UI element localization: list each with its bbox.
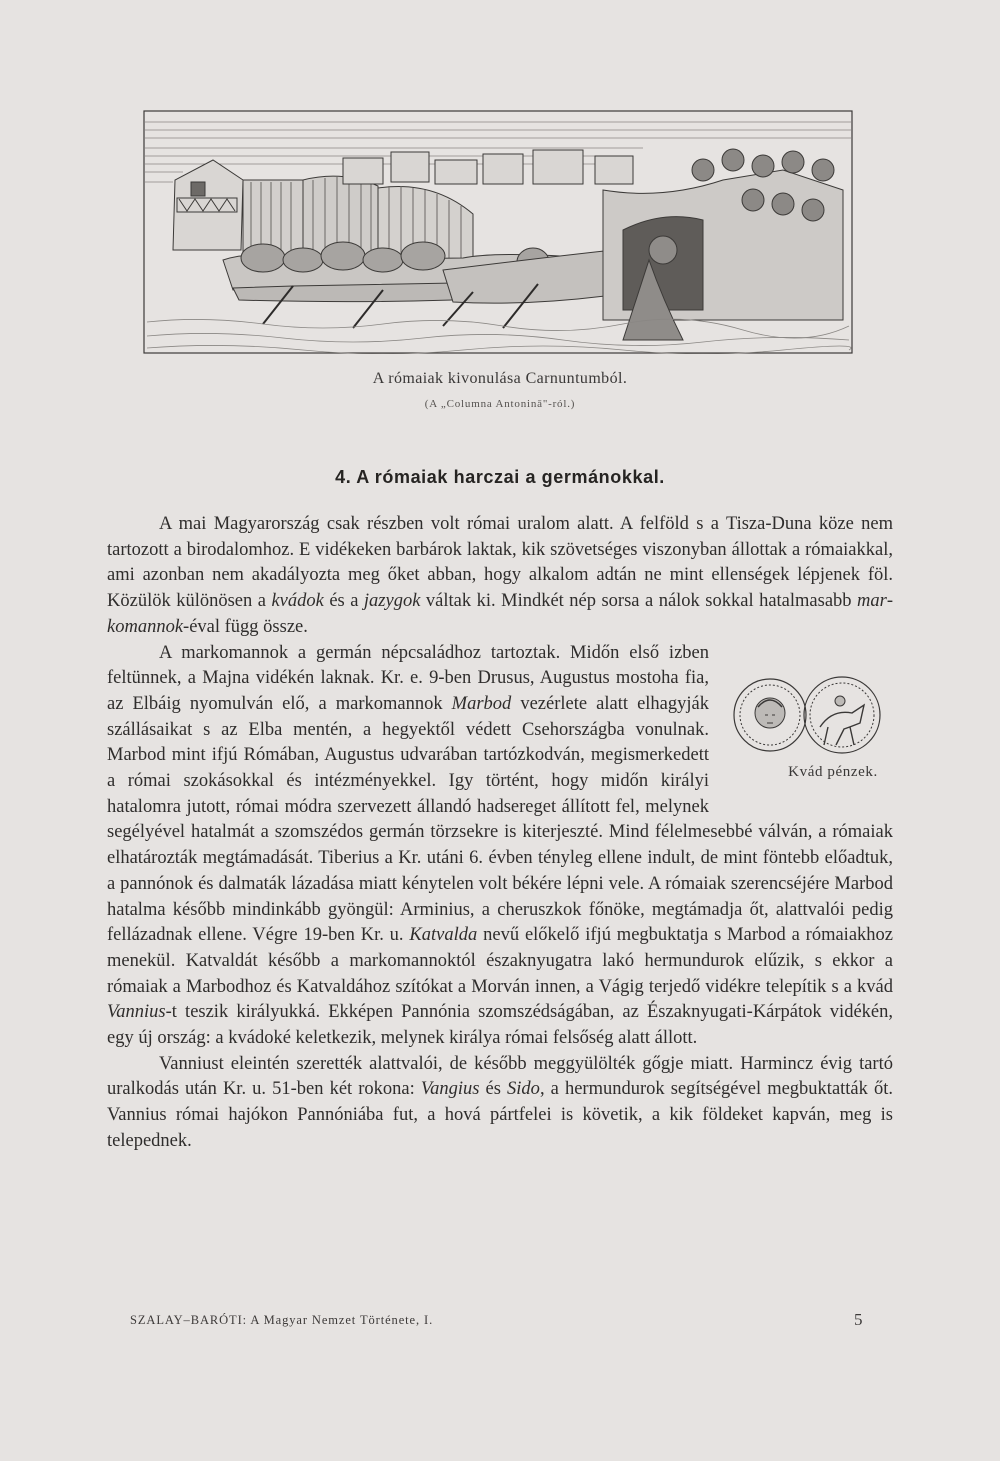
text-run: A markomannok a germán népcsaládhoz tartoztak. Midőn első izben feltünnek, a Majna vidékén laknak. Kr. e. 9-ben Drusus, Augustus mostoha fia, az Elbáig nyomulván elő, a markomannok bbox=[107, 642, 709, 714]
section-title: 4. A rómaiak harczai a germánokkal. bbox=[335, 467, 665, 487]
body-text bbox=[107, 512, 893, 1155]
coin-figure-caption: Kvád pénzek. bbox=[788, 763, 878, 780]
text-run: -éval függ össze. bbox=[183, 616, 308, 637]
paragraph bbox=[107, 512, 893, 641]
italic-name: Katvalda bbox=[409, 925, 478, 946]
coin-face-icon bbox=[734, 679, 806, 751]
coin-figure bbox=[727, 669, 887, 809]
text-run: váltak ki. Mindkét nép sorsa a nálok sokkal hatalmasabb bbox=[420, 591, 858, 612]
italic-name: Vangius bbox=[420, 1079, 480, 1100]
paragraph bbox=[107, 1052, 893, 1155]
text-run: nevű előkelő ifjú megbuktatja s Marbod a rómaiakhoz menekül. Katvaldát később a markomannoktól északnyugatra lakó hermundurok elűzik, s ekkor a rómaiak a Marbodhoz és Katvaldához szítókat a Morván innen, a Vágig terjedő vidékre telepítik s a kvád bbox=[107, 925, 893, 997]
paragraph bbox=[107, 641, 893, 1052]
figure-source: (A „Columna Antoninā"-ról.) bbox=[424, 398, 576, 410]
italic-name: kvádok bbox=[271, 591, 324, 612]
text-run: -t teszik királyukká. Ekképen Pannónia szomszédságában, az Északnyugati-Kárpátok vidékén, egy új ország: a kvádoké keletkezik, melynek királya római felsőség alatt állott. bbox=[107, 1002, 893, 1049]
text-run: és a bbox=[323, 591, 364, 612]
italic-name: Marbod bbox=[451, 693, 512, 714]
text-run: , a hermundurok segítségével megbuktatták őt. Vannius római hajókon Pannóniába fut, a hová pártfelei is követik, a kik földeket kapván, meg is telepednek. bbox=[107, 1079, 893, 1151]
text-run: vezérlete alatt elhagyják szállásaikat s az Elba mentén, a hegyektől védett Csehországba vonulnak. Marbod mint ifjú Rómában, Augustus udvarában tartózkodván, megismerkedett a római szokásokkal és intézményekkel. Igy történt, hogy midőn királyi hatalomra jutott, római módra szervezett állandó hadsereget állított fel, melynek segélyével hatalmát a szomszédos germán törzsekre is kiterjeszté. Mind félelmesebbé válván, a rómaiak elhatározták megtámadását. Tiberius a Kr. utáni 6. évben tényleg ellene indult, de mint föntebb előadtuk, a pannónok és dalmaták lázadása miatt kénytelen volt békére lépni vele. A rómaiak szerencséjére Marbod hatalma később mindinkább gyöngül: Arminius, a cheruszkok főnöke, megtámadja őt, alattvalói pedig fellázadnak ellene. Végre 19-ben Kr. u. bbox=[107, 693, 893, 946]
figure-caption: A rómaiak kivonulása Carnuntumból. bbox=[372, 370, 628, 387]
text-run: Vanniust eleintén szerették alattvalói, de később meggyülölték gőgje miatt. Harmincz évig tartó uralkodás után Kr. u. 51-ben két rokona: bbox=[107, 1053, 893, 1100]
italic-name: Vannius bbox=[107, 1002, 166, 1023]
italic-name: jazygok bbox=[363, 591, 421, 612]
page-number: 5 bbox=[854, 1310, 863, 1329]
text-run: A mai Magyarország csak részben volt római uralom alatt. A felföld s a Tisza-Duna köze nem tartozott a birodalomhoz. E vidékeken barbárok laktak, kik szövetséges viszonyban állottak a rómaiakkal, ami azonban nem akadályozta meg őket abban, hogy alkalom adtán ne mint ellenségek lépjenek föl. Közülök különösen a bbox=[107, 514, 893, 612]
italic-name: Sido bbox=[507, 1079, 540, 1100]
text-run: és bbox=[479, 1079, 508, 1100]
italic-name: markomannok bbox=[107, 591, 894, 637]
frieze-engraving bbox=[143, 110, 853, 354]
running-footer: SZALAY–BARÓTI: A Magyar Nemzet Története, I. bbox=[130, 1313, 434, 1327]
coin-horse-icon bbox=[804, 677, 880, 753]
